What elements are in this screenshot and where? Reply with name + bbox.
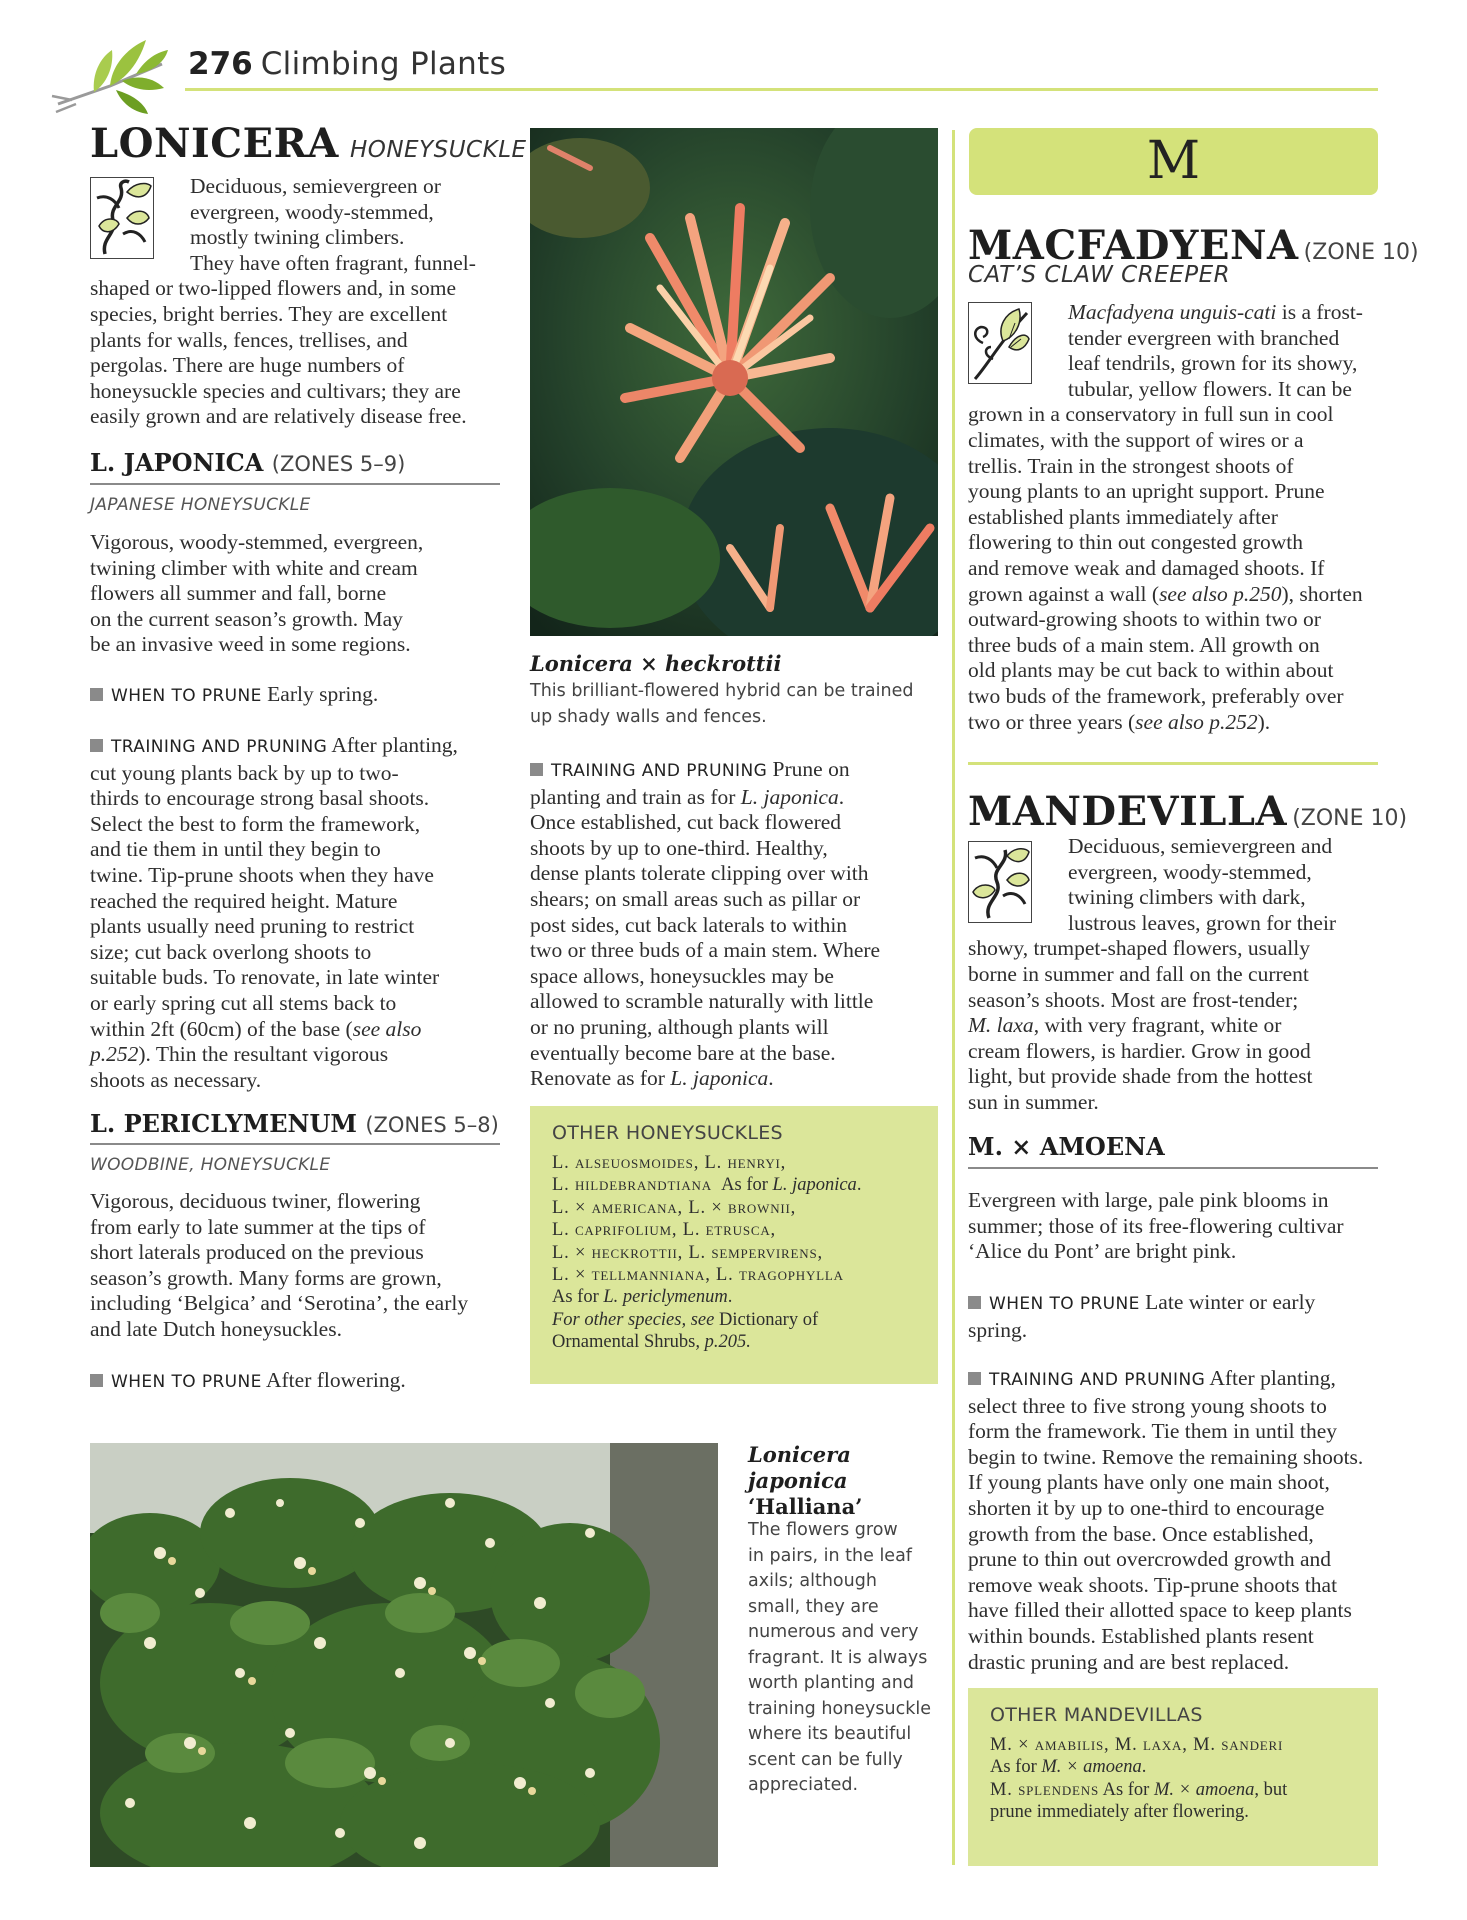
text: As for xyxy=(1098,1779,1154,1800)
text-line: two or three buds of a main stem. Where xyxy=(530,938,881,963)
species-heading-japonica xyxy=(90,448,405,477)
text: As for xyxy=(990,1757,1042,1778)
species-heading-amoena xyxy=(968,1132,1165,1161)
text-line: axils; although xyxy=(748,1571,877,1591)
cross-ref: see also p.252 xyxy=(1135,709,1258,734)
species-common-name: JAPANESE HONEYSUCKLE xyxy=(90,495,311,515)
text-line: and remove weak and damaged shoots. If xyxy=(968,555,1325,580)
text: Renovate as for xyxy=(530,1066,671,1091)
text-line: Vigorous, woody-stemmed, evergreen, xyxy=(90,530,424,554)
text-line: thirds to encourage strong basal shoots. xyxy=(90,786,430,811)
panel-title: OTHER HONEYSUCKLES xyxy=(552,1122,783,1144)
text-line: old plants may be cut back to within about xyxy=(968,658,1334,683)
text-line: summer; those of its free-flowering cultivar xyxy=(968,1213,1344,1238)
book-title: Ornamental Shrubs xyxy=(552,1332,696,1353)
species-name: L. JAPONICA xyxy=(90,448,264,477)
cross-ref: p.252 xyxy=(90,1042,139,1067)
text-line: borne in summer and fall on the current xyxy=(968,961,1309,986)
text: As for xyxy=(721,1175,773,1196)
text-line: two buds of the framework, preferably over xyxy=(968,683,1344,708)
text-line: where its beautiful xyxy=(748,1724,912,1744)
text-line: shorten it by up to one-third to encourage xyxy=(968,1495,1325,1520)
species-ref: L. japonica xyxy=(670,1066,769,1091)
bullet-square xyxy=(90,688,103,701)
genus-common-name: HONEYSUCKLE xyxy=(349,137,527,163)
photo-lonicera-japonica-halliana xyxy=(90,1443,718,1867)
text-line: tubular, yellow flowers. It can be xyxy=(1068,376,1352,401)
text-line: be an invasive weed in some regions. xyxy=(90,632,411,657)
text: ). xyxy=(1257,709,1271,734)
section-rule xyxy=(968,762,1378,765)
text-line: honeysuckle species and cultivars; they are xyxy=(90,378,461,403)
text-line: or early spring cut all stems back to xyxy=(90,990,397,1015)
text: . xyxy=(727,1287,733,1308)
photo-caption xyxy=(530,679,940,730)
text: , but xyxy=(1254,1779,1288,1800)
text-line: The flowers grow xyxy=(748,1520,898,1540)
other-honeysuckles-panel xyxy=(530,1106,938,1384)
text-line: lustrous leaves, grown for their xyxy=(1068,910,1337,935)
text-line: evergreen, woody-stemmed, xyxy=(190,199,434,224)
panel-body xyxy=(552,1152,932,1354)
species-rule xyxy=(90,1143,500,1145)
text-line: or no pruning, although plants will xyxy=(530,1014,829,1039)
text-line: growth from the base. Once established, xyxy=(968,1521,1314,1546)
genus-name: LONICERA xyxy=(90,120,339,167)
macfadyena-intro-indented xyxy=(1068,300,1380,402)
text-line: twining climbers with dark, xyxy=(1068,885,1306,910)
species-rule xyxy=(968,1167,1378,1169)
macfadyena-description xyxy=(968,402,1380,735)
text: planting and train as for xyxy=(530,784,741,809)
page-number: 276 xyxy=(188,46,253,82)
text-line: worth planting and xyxy=(748,1673,914,1693)
panel-title: OTHER MANDEVILLAS xyxy=(990,1704,1203,1726)
text-line: within bounds. Established plants resent xyxy=(968,1623,1314,1648)
species-ref: M. × amoena xyxy=(1153,1779,1255,1800)
text: . xyxy=(856,1175,862,1196)
species-name: M. × AMOENA xyxy=(968,1132,1165,1161)
text-line: season’s shoots. Most are frost-tender; xyxy=(968,987,1299,1012)
text-line: ‘Alice du Pont’ are bright pink. xyxy=(968,1239,1237,1264)
text-line: trellis. Train in the strongest shoots of xyxy=(968,453,1294,478)
text-line: L. × americana, L. × brownii, xyxy=(552,1197,797,1218)
japonica-when-to-prune xyxy=(90,682,378,710)
species-ref: L. periclymenum xyxy=(603,1287,728,1308)
text-line: cream flowers, is hardier. Grow in good xyxy=(968,1038,1311,1063)
text-line: leaf tendrils, grown for its showy, xyxy=(1068,351,1358,376)
species-common-name: WOODBINE, HONEYSUCKLE xyxy=(90,1155,331,1175)
species-name: Macfadyena unguis-cati xyxy=(1068,300,1277,324)
species-heading-periclymenum xyxy=(90,1109,499,1138)
amoena-description xyxy=(968,1188,1380,1265)
text-line: If young plants have only one main shoot, xyxy=(968,1470,1330,1495)
caption-title xyxy=(748,1442,863,1520)
text-line: young plants to an upright support. Prune xyxy=(968,479,1325,504)
mandevilla-intro xyxy=(968,936,1380,1115)
text-line: evergreen, woody-stemmed, xyxy=(1068,859,1312,884)
text-line: select three to five strong young shoots to xyxy=(968,1393,1327,1418)
text-line: shoots as necessary. xyxy=(90,1067,262,1092)
text-line: Evergreen with large, pale pink blooms in xyxy=(968,1188,1329,1212)
caption-title: Lonicera × heckrottii xyxy=(530,651,782,676)
text-line: size; cut back overlong shoots to xyxy=(90,939,372,964)
text-line: plants for walls, fences, trellises, and xyxy=(90,327,408,352)
lonicera-heading xyxy=(90,120,527,167)
text-line: grown in a conservatory in full sun in cool xyxy=(968,402,1334,427)
species-list: M. splendens xyxy=(990,1779,1099,1800)
text-line: climates, with the support of wires or a xyxy=(968,427,1304,452)
text-line: from early to late summer at the tips of xyxy=(90,1214,426,1239)
text-line: Deciduous, semievergreen or xyxy=(190,174,441,198)
text-line: eventually become bare at the base. xyxy=(530,1040,836,1065)
text-line: reached the required height. Mature xyxy=(90,888,398,913)
text-line: three buds of a main stem. All growth on xyxy=(968,632,1320,657)
genus-common-name: CAT’S CLAW CREEPER xyxy=(968,262,1231,288)
text-line: This brilliant-flowered hybrid can be trained xyxy=(530,681,914,701)
amoena-training xyxy=(968,1366,1380,1675)
text-line: L. × heckrottii, L. sempervirens, xyxy=(552,1242,823,1263)
text-line: and late Dutch honeysuckles. xyxy=(90,1316,342,1341)
photo-lonicera-heckrottii xyxy=(530,128,938,636)
text-line: twining climber with white and cream xyxy=(90,555,418,580)
text: Prune on xyxy=(772,757,850,781)
text: ), shorten xyxy=(1281,581,1363,606)
text-line: and tie them in until they begin to xyxy=(90,837,381,862)
text: is a frost- xyxy=(1276,300,1363,324)
bullet-square xyxy=(968,1296,981,1309)
letter: M xyxy=(1146,131,1201,191)
japonica-training xyxy=(90,733,510,1093)
panel-body xyxy=(990,1734,1370,1824)
cross-ref: see also xyxy=(352,1016,422,1041)
text-line: pergolas. There are huge numbers of xyxy=(90,353,405,378)
text-line: Vigorous, deciduous twiner, flowering xyxy=(90,1189,421,1213)
book-title: Dictionary of xyxy=(718,1309,819,1330)
label: WHEN TO PRUNE xyxy=(111,686,262,706)
letter-tab xyxy=(969,128,1378,195)
zone-label: (ZONE 10) xyxy=(1303,240,1419,265)
text: After planting, xyxy=(1209,1366,1336,1390)
genus-name: MACFADYENA xyxy=(968,222,1299,269)
twining-climber-icon xyxy=(968,841,1032,923)
text-line: including ‘Belgica’ and ‘Serotina’, the early xyxy=(90,1291,469,1316)
species-ref: L. japonica xyxy=(772,1175,857,1196)
text-line: They have often fragrant, funnel- xyxy=(190,250,476,275)
text-line: established plants immediately after xyxy=(968,504,1278,529)
text-line: begin to twine. Remove the remaining shoots. xyxy=(968,1444,1364,1469)
column-divider xyxy=(952,130,955,1865)
text-line: season’s growth. Many forms are grown, xyxy=(90,1265,442,1290)
text-line: twine. Tip-prune shoots when they have xyxy=(90,862,434,887)
text-line: shoots by up to one-third. Healthy, xyxy=(530,835,828,860)
text-line: flowering to thin out congested growth xyxy=(968,530,1303,555)
text: ). Thin the resultant vigorous xyxy=(138,1042,389,1067)
label: TRAINING AND PRUNING xyxy=(111,737,328,757)
zone-label: (ZONE 10) xyxy=(1292,806,1408,831)
zone-label: (ZONES 5–9) xyxy=(271,452,406,476)
text-line: prune immediately after flowering. xyxy=(990,1802,1249,1823)
text: two or three years ( xyxy=(968,709,1136,734)
text-line: up shady walls and fences. xyxy=(530,706,767,727)
text-line: small, they are xyxy=(748,1596,879,1617)
bullet-square xyxy=(90,739,103,752)
japonica-description xyxy=(90,530,510,658)
text-line: fragrant. It is always xyxy=(748,1647,928,1668)
species-name: L. PERICLYMENUM xyxy=(90,1109,357,1138)
text-line: plants usually need pruning to restrict xyxy=(90,914,415,939)
text-line: remove weak shoots. Tip-prune shoots that xyxy=(968,1572,1338,1597)
zone-label: (ZONES 5–8) xyxy=(365,1113,499,1137)
text-line: suitable buds. To renovate, in late winter xyxy=(90,965,440,990)
photo-caption xyxy=(748,1518,948,1799)
text-line: space allows, honeysuckles may be xyxy=(530,963,834,988)
species-rule xyxy=(90,483,500,485)
text: , with very fragrant, white or xyxy=(1033,1013,1282,1038)
mandevilla-intro-indented xyxy=(1068,834,1380,936)
label: TRAINING AND PRUNING xyxy=(551,761,768,781)
bullet-square xyxy=(530,763,543,776)
text-line: Deciduous, semievergreen and xyxy=(1068,834,1333,858)
other-mandevillas-panel xyxy=(968,1688,1378,1866)
species-name: M. laxa xyxy=(968,1013,1034,1038)
text-line: Lonicera xyxy=(748,1442,851,1467)
periclymenum-description xyxy=(90,1189,510,1343)
text-line: in pairs, in the leaf xyxy=(748,1545,912,1566)
lonicera-intro xyxy=(90,276,510,430)
text-line: shears; on small areas such as pillar or xyxy=(530,886,861,911)
text-line: shaped or two-lipped flowers and, in some xyxy=(90,276,457,301)
text: grown against a wall ( xyxy=(968,581,1160,606)
text-line: form the framework. Tie them in until they xyxy=(968,1419,1338,1444)
genus-name: MANDEVILLA xyxy=(968,788,1288,835)
species-ref: L. japonica xyxy=(740,784,839,809)
value: Late winter or early xyxy=(1145,1290,1316,1314)
text: After planting, xyxy=(331,733,458,757)
text-line: sun in summer. xyxy=(968,1089,1099,1114)
text-line: allowed to scramble naturally with little xyxy=(530,989,874,1014)
text-line: outward-growing shoots to within two or xyxy=(968,607,1321,632)
lonicera-intro-indented xyxy=(190,174,510,276)
text: within 2ft (60cm) of the base ( xyxy=(90,1016,353,1041)
text-line: prune to thin out overcrowded growth and xyxy=(968,1547,1332,1572)
text: For other species, see xyxy=(552,1309,719,1330)
text-line: easily grown and are relatively disease free. xyxy=(90,404,467,429)
text: As for xyxy=(552,1287,604,1308)
cross-ref: see also p.250 xyxy=(1159,581,1282,606)
text: . xyxy=(768,1066,774,1091)
amoena-when-to-prune xyxy=(968,1290,1380,1343)
running-header xyxy=(188,46,506,82)
text-line: L. alseuosmoides, L. henryi, xyxy=(552,1153,787,1173)
tendril-climber-icon xyxy=(968,302,1032,384)
section-title: Climbing Plants xyxy=(260,46,507,82)
text-line: on the current season’s growth. May xyxy=(90,606,403,631)
text-line: drastic pruning and are best replaced. xyxy=(968,1649,1290,1674)
text-line: showy, trumpet-shaped flowers, usually xyxy=(968,936,1310,961)
label: WHEN TO PRUNE xyxy=(111,1372,262,1392)
value: spring. xyxy=(968,1317,1028,1342)
species-ref: M. × amoena xyxy=(1041,1757,1142,1778)
text-line: Select the best to form the framework, xyxy=(90,811,421,836)
text-line: post sides, cut back laterals to within xyxy=(530,912,848,937)
leaf-sprig-icon xyxy=(50,34,170,126)
text: . xyxy=(1141,1757,1147,1778)
header-rule xyxy=(185,88,1378,91)
text-line: flowers all summer and fall, borne xyxy=(90,581,387,606)
text-line: Once established, cut back flowered xyxy=(530,810,842,835)
periclymenum-when-to-prune xyxy=(90,1368,406,1396)
label: WHEN TO PRUNE xyxy=(989,1294,1140,1314)
text-line: appreciated. xyxy=(748,1775,859,1795)
text-line: numerous and very xyxy=(748,1622,919,1642)
text-line: short laterals produced on the previous xyxy=(90,1240,424,1265)
bullet-square xyxy=(968,1372,981,1385)
value: Early spring. xyxy=(267,682,379,706)
text-line: ‘Halliana’ xyxy=(748,1494,863,1519)
label: TRAINING AND PRUNING xyxy=(989,1370,1206,1390)
text: . xyxy=(838,784,845,809)
text-line: L. × tellmanniana, L. tragophylla xyxy=(552,1265,844,1286)
text-line: japonica xyxy=(748,1468,848,1493)
bullet-square xyxy=(90,1374,103,1387)
text-line: tender evergreen with branched xyxy=(1068,325,1340,350)
species-list: L. hildebrandtiana xyxy=(552,1175,712,1196)
text-line: scent can be fully xyxy=(748,1749,903,1770)
text-line: dense plants tolerate clipping over with xyxy=(530,861,869,886)
text-line: light, but provide shade from the hottest xyxy=(968,1064,1313,1089)
value: After flowering. xyxy=(266,1368,406,1392)
mandevilla-heading xyxy=(968,788,1407,835)
text-line: species, bright berries. They are excellent xyxy=(90,301,448,326)
page-ref: , p.205. xyxy=(695,1332,751,1353)
text-line: M. × amabilis, M. laxa, M. sanderi xyxy=(990,1735,1284,1755)
text-line: training honeysuckle xyxy=(748,1698,931,1719)
heckrottii-training xyxy=(530,757,950,1092)
text-line: cut young plants back by up to two- xyxy=(90,760,399,785)
twining-climber-icon xyxy=(90,177,154,259)
text-line: mostly twining climbers. xyxy=(190,225,405,250)
text-line: have filled their allotted space to keep plants xyxy=(968,1598,1352,1623)
text-line: L. caprifolium, L. etrusca, xyxy=(552,1220,776,1241)
